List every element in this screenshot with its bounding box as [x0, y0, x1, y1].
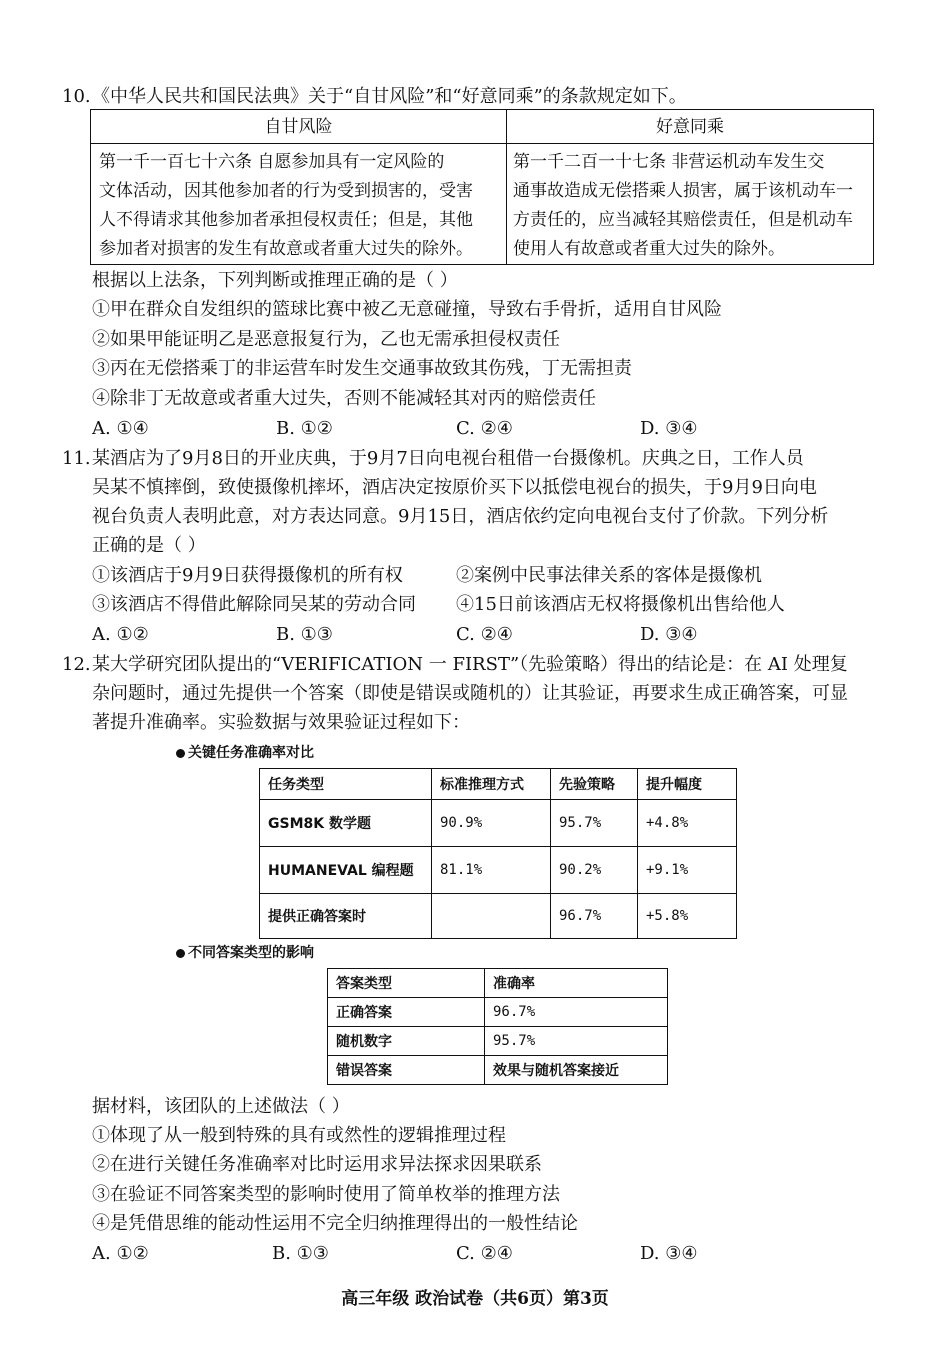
table-row: [260, 847, 737, 894]
q11-item-4: ④15日前该酒店无权将摄像机出售给他人: [456, 594, 785, 615]
q12-item-2: ②在进行关键任务准确率对比时运用求异法探求因果联系: [92, 1154, 542, 1175]
q10-stem: 《中华人民共和国民法典》关于“自甘风险”和“好意同乘”的条款规定如下。: [92, 86, 687, 107]
answer-type-table: [327, 968, 668, 1085]
q11-item-2: ②案例中民事法律关系的客体是摄像机: [456, 565, 762, 586]
q11-line-3: 视台负责人表明此意，对方表达同意。9月15日，酒店依约定向电视台支付了价款。下列分析: [92, 506, 829, 527]
law-table-left-cell: [99, 148, 473, 264]
table-cell: 95.7%: [485, 1027, 668, 1056]
bullet-dot-icon: [176, 749, 185, 758]
q11-choice-c[interactable]: C. ②④: [456, 624, 513, 645]
table-cell: 81.1%: [432, 847, 551, 894]
table-cell: 96.7%: [551, 894, 638, 939]
table-row: [328, 1056, 668, 1085]
q11-line-1: 某酒店为了9月8日的开业庆典，于9月7日向电视台租借一台摄像机。庆典之日，工作人员: [92, 448, 804, 469]
law-right-line: 通事故造成无偿搭乘人损害，属于该机动车一: [513, 181, 853, 201]
accuracy-table: [259, 768, 737, 939]
law-table-header-right: 好意同乘: [506, 110, 874, 144]
table-cell: 正确答案: [328, 998, 485, 1027]
q10-item-3: ③丙在无偿搭乘丁的非运营车时发生交通事故致其伤残，丁无需担责: [92, 358, 632, 379]
table-cell: 90.9%: [432, 800, 551, 847]
table-row: [260, 769, 737, 800]
q12-choice-c[interactable]: C. ②④: [456, 1243, 513, 1264]
table-cell: 提供正确答案时: [260, 894, 432, 939]
q12-item-1: ①体现了从一般到特殊的具有或然性的逻辑推理过程: [92, 1125, 506, 1146]
q12-item-4: ④是凭借思维的能动性运用不完全归纳推理得出的一般性结论: [92, 1213, 578, 1234]
table-cell: 90.2%: [551, 847, 638, 894]
q11-line-2: 吴某不慎摔倒，致使摄像机摔坏，酒店决定按原价买下以抵偿电视台的损失，于9月9日向电: [92, 477, 817, 498]
q11-number: 11.: [62, 448, 91, 469]
q12-number: 12.: [62, 654, 91, 675]
table-cell: [432, 894, 551, 939]
q12-line-2: 杂问题时，通过先提供一个答案（即使是错误或随机的）让其验证，再要求生成正确答案，可显: [92, 683, 848, 704]
q10-choice-b[interactable]: B. ①②: [276, 418, 333, 439]
page-footer: 高三年级 政治试卷（共6页）第3页: [341, 1289, 609, 1309]
table2-title: [176, 942, 314, 962]
q10-item-2: ②如果甲能证明乙是恶意报复行为，乙也无需承担侵权责任: [92, 329, 560, 350]
law-left-line: 人不得请求其他参加者承担侵权责任；但是，其他: [99, 210, 473, 230]
law-table: [90, 109, 874, 265]
q10-choice-a[interactable]: A. ①④: [92, 418, 149, 439]
law-right-line: 方责任的，应当减轻其赔偿责任，但是机动车: [513, 210, 853, 230]
table-row: [260, 894, 737, 939]
table-cell: +5.8%: [638, 894, 737, 939]
q10-item-1: ①甲在群众自发组织的篮球比赛中被乙无意碰撞，导致右手骨折，适用自甘风险: [92, 299, 722, 320]
law-left-line: 第一千一百七十六条 自愿参加具有一定风险的: [99, 152, 445, 172]
table-row: [328, 1027, 668, 1056]
table-row: [328, 998, 668, 1027]
bullet-dot-icon: [176, 949, 185, 958]
q11-choice-b[interactable]: B. ①③: [276, 624, 333, 645]
q12-choice-a[interactable]: A. ①②: [92, 1243, 149, 1264]
table-row: [328, 969, 668, 998]
q12-choice-d[interactable]: D. ③④: [640, 1243, 698, 1264]
q10-item-4: ④除非丁无故意或者重大过失，否则不能减轻其对丙的赔偿责任: [92, 388, 596, 409]
table-header-cell: 提升幅度: [638, 769, 737, 800]
table-row: [260, 800, 737, 847]
law-right-line: 第一千二百一十七条 非营运机动车发生交: [513, 152, 825, 172]
table-header-cell: 准确率: [485, 969, 668, 998]
q10-choice-d[interactable]: D. ③④: [640, 418, 698, 439]
table-cell: 95.7%: [551, 800, 638, 847]
q12-choice-b[interactable]: B. ①③: [272, 1243, 329, 1264]
law-left-line: 参加者对损害的发生有故意或者重大过失的除外。: [99, 239, 473, 259]
table-cell: 错误答案: [328, 1056, 485, 1085]
table1-title: [176, 742, 314, 762]
q10-prompt: 根据以上法条，下列判断或推理正确的是（ ）: [92, 270, 458, 291]
table-cell: +4.8%: [638, 800, 737, 847]
q11-choice-a[interactable]: A. ①②: [92, 624, 149, 645]
law-left-line: 文体活动，因其他参加者的行为受到损害的，受害: [99, 181, 473, 201]
q12-prompt: 据材料，该团队的上述做法（ ）: [92, 1096, 350, 1117]
q12-line-1: 某大学研究团队提出的“VERIFICATION 一 FIRST”（先验策略）得出的结论是：在 AI 处理复: [92, 654, 848, 675]
q10-number: 10.: [62, 86, 91, 107]
table1-title-text: 关键任务准确率对比: [188, 745, 314, 761]
law-table-header-left: 自甘风险: [91, 110, 506, 144]
q11-choice-d[interactable]: D. ③④: [640, 624, 698, 645]
q12-line-3: 著提升准确率。实验数据与效果验证过程如下：: [92, 712, 470, 733]
table-header-cell: 先验策略: [551, 769, 638, 800]
law-right-line: 使用人有故意或者重大过失的除外。: [513, 239, 785, 259]
q11-item-1: ①该酒店于9月9日获得摄像机的所有权: [92, 565, 403, 586]
law-table-divider: [506, 110, 507, 264]
table-cell: GSM8K 数学题: [260, 800, 432, 847]
q12-item-3: ③在验证不同答案类型的影响时使用了简单枚举的推理方法: [92, 1184, 560, 1205]
q11-item-3: ③该酒店不得借此解除同吴某的劳动合同: [92, 594, 416, 615]
table-cell: HUMANEVAL 编程题: [260, 847, 432, 894]
table-header-cell: 答案类型: [328, 969, 485, 998]
law-table-right-cell: [513, 148, 853, 264]
table-cell: 效果与随机答案接近: [485, 1056, 668, 1085]
q10-choice-c[interactable]: C. ②④: [456, 418, 513, 439]
table-header-cell: 任务类型: [260, 769, 432, 800]
table-cell: 96.7%: [485, 998, 668, 1027]
table2-title-text: 不同答案类型的影响: [188, 945, 314, 961]
q11-line-4: 正确的是（ ）: [92, 535, 206, 556]
table-header-cell: 标准推理方式: [432, 769, 551, 800]
table-cell: 随机数字: [328, 1027, 485, 1056]
table-cell: +9.1%: [638, 847, 737, 894]
